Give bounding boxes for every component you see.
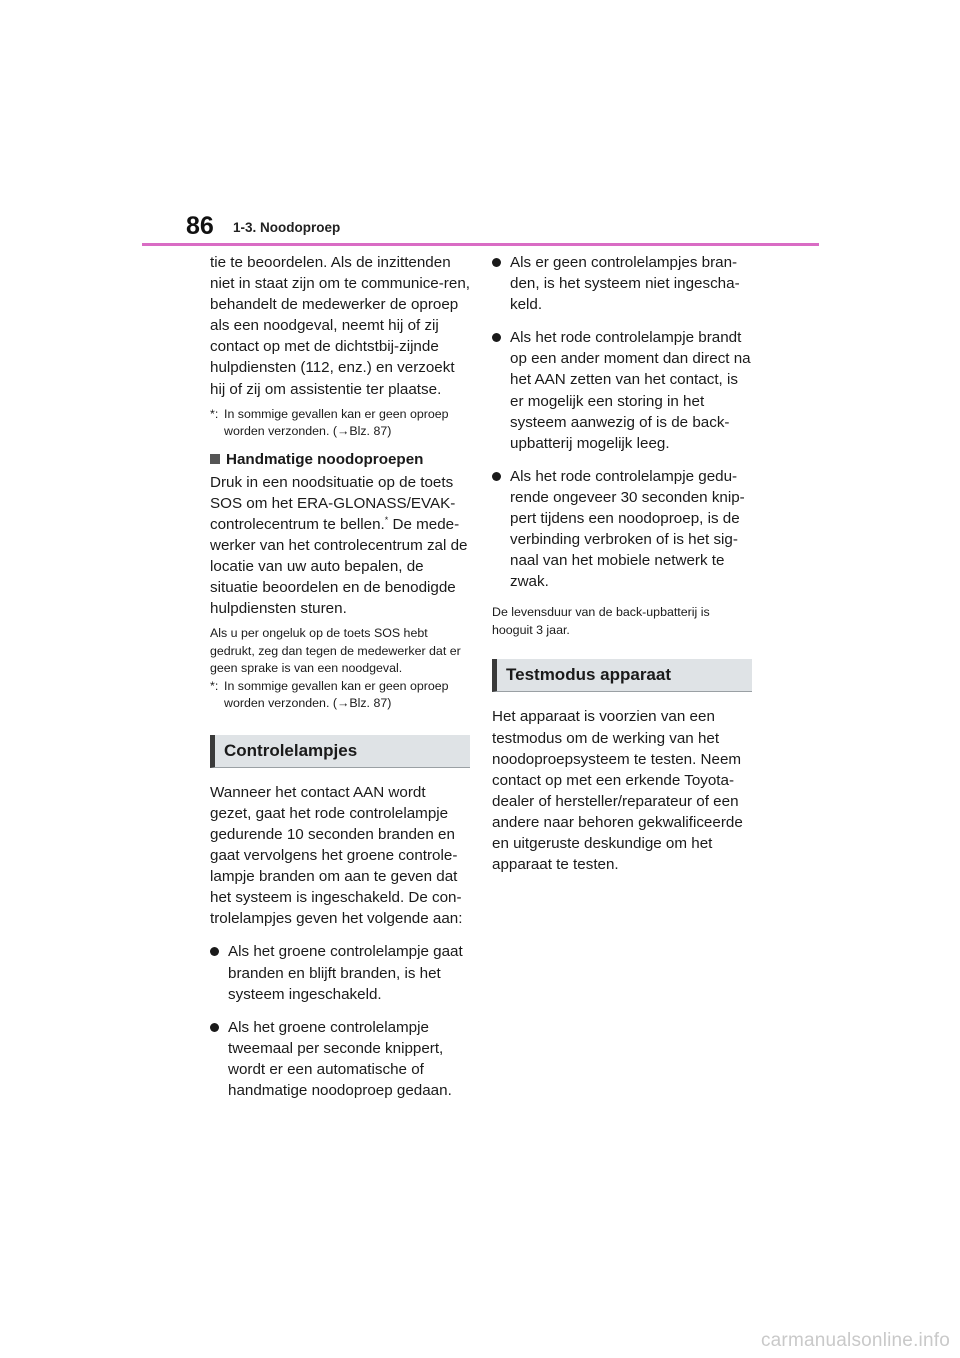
bullet-dot-icon bbox=[492, 327, 510, 454]
lamps-bullet-1 bbox=[210, 941, 470, 1004]
footnote-1 bbox=[210, 406, 470, 441]
lamps-heading: Controlelampjes bbox=[210, 735, 470, 768]
manual-call-heading-text: Handmatige noodoproepen bbox=[226, 450, 424, 468]
test-mode-body: Het apparaat is voorzien van een testmodus om de werking van het noodoproepsysteem te testen. Neem contact op met een erkende Toyota-dealer of hersteller/reparateur of een andere naar behoren gekwalificeerde en uitgeruste deskundige om het apparaat te testen. bbox=[492, 708, 743, 874]
right-bullet-2-text: Als het rode controlelampje brandt op een ander moment dan direct na het AAN zetten van het contact, is er mogelijk een storing in het systeem aanwezig of is de back-upbatterij mogelijk leeg. bbox=[510, 329, 751, 452]
right-bullet-1 bbox=[492, 252, 752, 315]
right-bullet-1-text: Als er geen controlelampjes bran-den, is het systeem niet ingescha-keld. bbox=[510, 254, 740, 314]
watermark: carmanualsonline.info bbox=[760, 1330, 950, 1351]
bullet-dot-icon bbox=[492, 466, 510, 593]
manual-call-footnote-mark: * bbox=[384, 514, 389, 525]
test-mode-heading: Testmodus apparaat bbox=[492, 659, 752, 692]
footnote-2-mark: *: bbox=[210, 678, 219, 693]
intro-paragraph: tie te beoordelen. Als de inzittenden niet in staat zijn om te communice-ren, behandelt de medewerker de oproep als een noodgeval, neemt hij of zij contact op met de dichtstbij-zijnde hulpdiensten (112, enz.) en verzoekt hij of zij om assistentie ter plaatse. bbox=[210, 254, 470, 398]
manual-call-note: Als u per ongeluk op de toets SOS hebt gedrukt, zeg dan tegen de medewerker dat er geen sprake is van een noodgeval. bbox=[210, 626, 461, 676]
square-bullet-icon bbox=[210, 454, 220, 464]
right-bullet-2 bbox=[492, 327, 752, 454]
manual-call-body-b: De mede-werker van het controlecentrum zal de locatie van uw auto bepalen, de situatie beoordelen en de benodigde hulpdiensten sturen. bbox=[210, 515, 468, 618]
right-bullet-3-text: Als het rode controlelampje gedu-rende ongeveer 30 seconden knip-pert tijdens een noodoproep, is de verbinding verbroken of is het sig-naal van het mobiele netwerk te zwak. bbox=[510, 467, 745, 591]
bullet-dot-icon bbox=[210, 1017, 228, 1101]
manual-call-body-a: Druk in een noodsituatie op de toets SOS om het ERA-GLONASS/EVAK-controlecentrum te bellen. bbox=[210, 473, 456, 533]
header-rule bbox=[142, 243, 819, 246]
lamps-bullet-2 bbox=[210, 1017, 470, 1101]
lamps-body: Wanneer het contact AAN wordt gezet, gaat het rode controlelampje gedurende 10 seconden branden en gaat vervolgens het groene controle-lampje branden om aan te geven dat het systeem is ingeschakeld. De con-trolelampjes geven het volgende aan: bbox=[210, 783, 463, 928]
right-bullet-3 bbox=[492, 466, 752, 593]
bullet-dot-icon bbox=[492, 252, 510, 315]
section-title: 1-3. Noodoproep bbox=[233, 220, 341, 235]
lamps-bullet-2-text: Als het groene controlelampje tweemaal per seconde knippert, wordt er een automatische of handmatige noodoproep gedaan. bbox=[228, 1018, 452, 1100]
footnote-2 bbox=[210, 678, 470, 713]
footnote-1-mark: *: bbox=[210, 406, 219, 421]
battery-note: De levensduur van de back-upbatterij is hooguit 3 jaar. bbox=[492, 605, 710, 637]
manual-call-body bbox=[210, 472, 470, 620]
bullet-dot-icon bbox=[210, 941, 228, 1004]
footnote-2-text: In sommige gevallen kan er geen oproep worden verzonden. (→Blz. 87) bbox=[224, 678, 449, 711]
lamps-bullet-1-text: Als het groene controlelampje gaat branden en blijft branden, is het systeem ingeschakeld. bbox=[228, 943, 463, 1003]
right-column bbox=[492, 252, 752, 875]
footnote-1-text: In sommige gevallen kan er geen oproep worden verzonden. (→Blz. 87) bbox=[224, 406, 449, 439]
page-number: 86 bbox=[186, 212, 214, 240]
left-column bbox=[210, 252, 470, 1101]
manual-call-heading bbox=[210, 449, 470, 470]
